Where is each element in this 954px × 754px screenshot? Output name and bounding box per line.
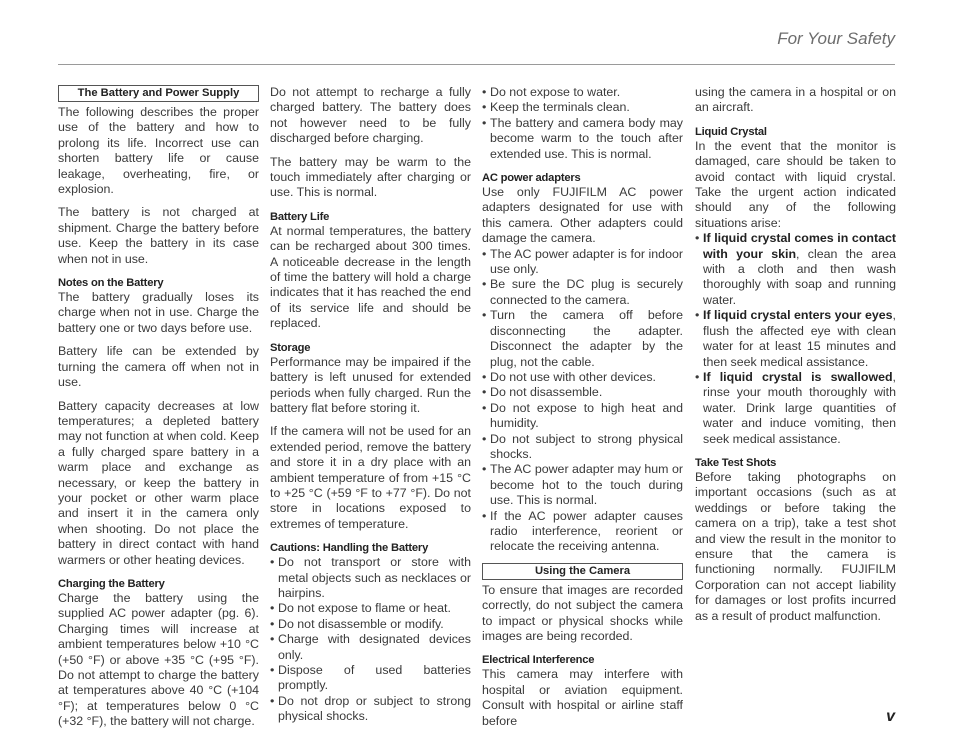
list-item: • The AC power adapter is for indoor use only. (482, 247, 683, 278)
page-header-title: For Your Safety (777, 29, 895, 48)
paragraph: This camera may interfere with hospital or aviation equipment. Consult with hospital or airline staff before (482, 667, 683, 728)
list-item: • Do not expose to flame or heat. (270, 601, 471, 616)
column-4 (695, 85, 896, 624)
item-text: , flush the affected eye with clean water for at least 15 minutes and then seek medical assistance. (703, 308, 896, 369)
list-item (695, 231, 896, 308)
list-item: • Do not disassemble. (482, 385, 683, 400)
list-item: • Dispose of used batteries promptly. (270, 663, 471, 694)
list-item: • Do not subject to strong physical shocks. (482, 432, 683, 463)
list-item: • Do not disassemble or modify. (270, 617, 471, 632)
paragraph: The battery is not charged at shipment. Charge the battery before use. Keep the battery in its case when not in use. (58, 205, 259, 266)
list-item: • Turn the camera off before disconnecting the adapter. Disconnect the adapter by the plug, not the cable. (482, 308, 683, 370)
list-item: • Do not use with other devices. (482, 370, 683, 385)
list-item: • Do not transport or store with metal objects such as necklaces or hairpins. (270, 555, 471, 601)
column-3 (482, 85, 683, 729)
paragraph: Battery capacity decreases at low temperatures; a depleted battery may not function at when cold. Keep a fully charged spare battery in a warm place and exchange as necessary, or keep the battery in your pocket or other warm place and insert it in the camera only when shooting. Do not place the battery in direct contact with hand warmers or other heating devices. (58, 398, 259, 567)
list-item: • Do not drop or subject to strong physical shocks. (270, 694, 471, 725)
list-item: • The battery and camera body may become warm to the touch after extended use. This is normal. (482, 116, 683, 162)
cautions-list (270, 555, 471, 724)
paragraph: Before taking photographs on important occasions (such as at weddings or before taking the camera on a trip), take a test shot and view the result in the monitor to ensure that the camera is functioning normally. FUJIFILM Corporation can not accept liability for damages or lost profits incurred as a result of product malfunction. (695, 469, 896, 623)
column-1 (58, 85, 259, 730)
item-text: , clean the area with a cloth and then wash thoroughly with soap and running water. (703, 246, 896, 307)
paragraph: using the camera in a hospital or on an aircraft. (695, 85, 896, 115)
paragraph: At normal temperatures, the battery can be recharged about 300 times. A noticeable decrease in the length of time the battery will hold a charge indicates that it has reached the end of its service life and should be replaced. (270, 223, 471, 331)
list-item: • Be sure the DC plug is securely connected to the camera. (482, 277, 683, 308)
paragraph: Battery life can be extended by turning the camera off when not in use. (58, 344, 259, 390)
bold-phrase: If liquid crystal is swallowed (703, 369, 893, 384)
paragraph: Performance may be impaired if the battery is left unused for extended periods when fully charged. Run the battery flat before storing it. (270, 354, 471, 415)
subheading-charging: Charging the Battery (58, 577, 165, 590)
paragraph: Charge the battery using the supplied AC power adapter (pg. 6). Charging times will increase at ambient temperatures below +10 °C (+50 °F) or above +35 °C (+95 °F). Do not attempt to charge the battery at temperatures above 40 °C (+104 °F); at temperatures below 0 °C (+32 °F), the battery will not charge. (58, 590, 259, 729)
paragraph: The following describes the proper use of the battery and how to prolong its life. Incorrect use can shorten battery life or cause leakage, overheating, fire, or explosion. (58, 105, 259, 197)
list-item: • Do not expose to water. (482, 85, 683, 100)
list-item: • If the AC power adapter causes radio interference, reorient or relocate the receiving antenna. (482, 509, 683, 555)
subheading-test-shots: Take Test Shots (695, 456, 777, 469)
list-item: • Do not expose to high heat and humidity. (482, 401, 683, 432)
subheading-cautions: Cautions: Handling the Battery (270, 542, 429, 555)
paragraph: The battery gradually loses its charge when not in use. Charge the battery one or two days before use. (58, 290, 259, 335)
battery-bullets (482, 85, 683, 162)
paragraph: In the event that the monitor is damaged, care should be taken to avoid contact with liquid crystal. Take the urgent action indicated should any of the following situations arise: (695, 138, 896, 230)
subheading-liquid-crystal: Liquid Crystal (695, 125, 767, 138)
liquid-crystal-list (695, 231, 896, 447)
subheading-battery-life: Battery Life (270, 210, 330, 223)
paragraph: The battery may be warm to the touch immediately after charging or use. This is normal. (270, 154, 471, 200)
paragraph: To ensure that images are recorded correctly, do not subject the camera to impact or physical shocks while images are being recorded. (482, 582, 683, 643)
subheading-storage: Storage (270, 341, 311, 354)
list-item: • Keep the terminals clean. (482, 100, 683, 115)
column-2 (270, 85, 471, 725)
subheading-ac-adapters: AC power adapters (482, 172, 581, 185)
list-item (695, 308, 896, 370)
subheading-electrical-interference: Electrical Interference (482, 654, 595, 667)
header-divider (58, 64, 895, 65)
ac-bullets (482, 247, 683, 555)
list-item: • The AC power adapter may hum or become hot to the touch during use. This is normal. (482, 462, 683, 508)
paragraph: If the camera will not be used for an extended period, remove the battery and store it in a dry place with an ambient temperature of from +15 °C to +25 °C (+59 °F to +77 °F). Do not store in locations exposed to extremes of temperature. (270, 424, 471, 531)
paragraph: Use only FUJIFILM AC power adapters designated for use with this camera. Other adapters could damage the camera. (482, 185, 683, 246)
section-heading-battery-power: The Battery and Power Supply (58, 85, 259, 102)
page-number: v (886, 708, 895, 725)
list-item: • Charge with designated devices only. (270, 632, 471, 663)
bold-phrase: If liquid crystal enters your eyes (703, 308, 893, 323)
list-item (695, 370, 896, 447)
paragraph: Do not attempt to recharge a fully charged battery. The battery does not however need to be fully discharged before charging. (270, 85, 471, 146)
section-heading-using-camera: Using the Camera (482, 563, 683, 580)
item-text: , rinse your mouth thoroughly with water. Drink large quantities of water and induce vomiting, then seek medical assistance. (703, 369, 896, 446)
subheading-notes-battery: Notes on the Battery (58, 277, 164, 290)
bold-phrase: If liquid crystal comes in contact with your skin (703, 231, 896, 261)
